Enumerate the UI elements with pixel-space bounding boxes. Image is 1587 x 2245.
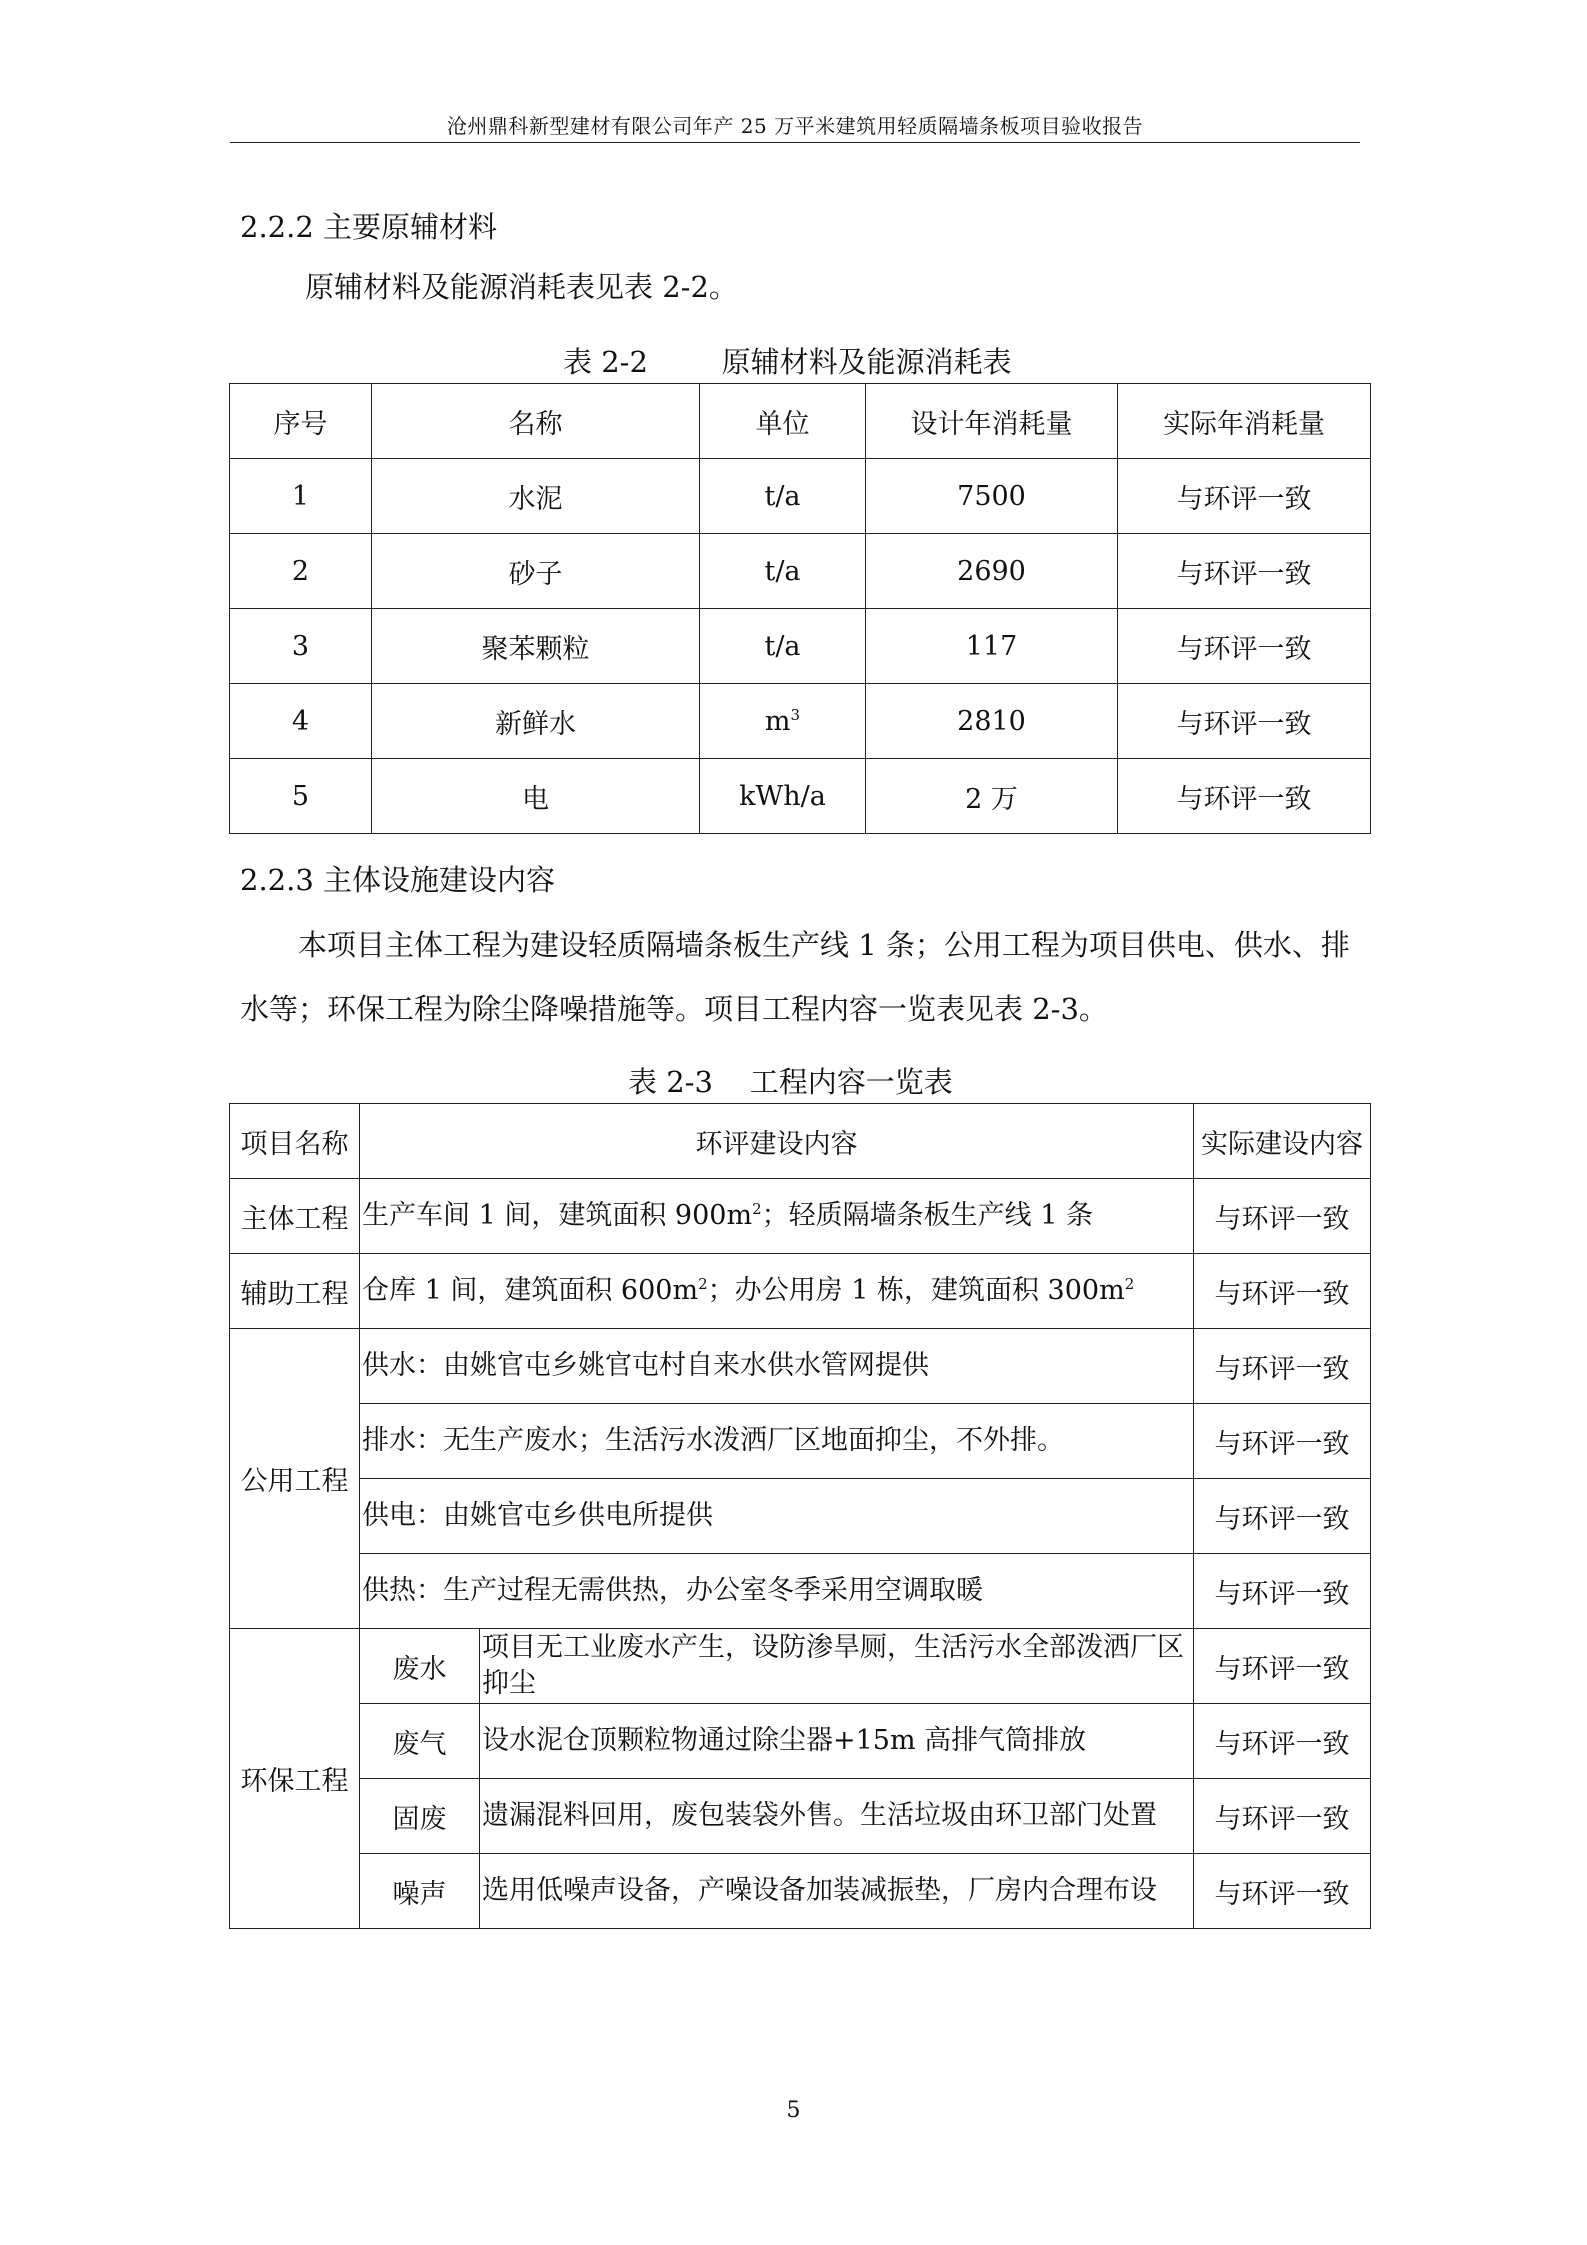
page-number: 5 [786,2098,801,2123]
table-row [230,1554,1371,1629]
column-header: 设计年消耗量 [866,384,1118,459]
actual-cell: 与环评一致 [1194,1854,1371,1929]
table-cell: 与环评一致 [1118,609,1371,684]
table-cell: 117 [866,609,1118,684]
table-cell-unit [700,684,866,759]
running-header: 沧州鼎科新型建材有限公司年产 25 万平米建筑用轻质隔墙条板项目验收报告 [446,114,1144,138]
actual-cell: 与环评一致 [1194,1704,1371,1779]
table-cell: kWh/a [700,759,866,834]
subcategory-cell: 固废 [360,1779,480,1854]
table-cell: 与环评一致 [1118,759,1371,834]
table-cell: 与环评一致 [1118,534,1371,609]
unit-text: m [764,705,791,737]
table-row [230,1704,1371,1779]
category-cell: 环保工程 [230,1629,360,1929]
content-cell: 供水：由姚官屯乡姚官屯村自来水供水管网提供 [360,1329,1194,1404]
column-header: 实际年消耗量 [1118,384,1371,459]
table-cell: 2 万 [866,759,1118,834]
table-cell: t/a [700,534,866,609]
table-cell: 3 [230,609,372,684]
section-heading-2-2-2: 2.2.2 主要原辅材料 [240,210,498,244]
materials-energy-table [229,383,1371,834]
actual-cell: 与环评一致 [1194,1629,1371,1704]
table-cell: 水泥 [372,459,700,534]
column-header: 序号 [230,384,372,459]
subcategory-cell: 噪声 [360,1854,480,1929]
table-row [230,534,1371,609]
table-row [230,1329,1371,1404]
category-cell: 公用工程 [230,1329,360,1629]
content-text: ；轻质隔墙条板生产线 1 条 [761,1200,1093,1231]
table-row [230,684,1371,759]
section-heading-2-2-3: 2.2.3 主体设施建设内容 [240,863,556,897]
content-cell: 设水泥仓顶颗粒物通过除尘器+15m 高排气筒排放 [480,1704,1194,1779]
table-cell: 7500 [866,459,1118,534]
table-cell: 2690 [866,534,1118,609]
content-cell: 供电：由姚官屯乡供电所提供 [360,1479,1194,1554]
content-cell: 选用低噪声设备，产噪设备加装减振垫，厂房内合理布设 [480,1854,1194,1929]
table-row [230,1179,1371,1254]
content-text: 仓库 1 间，建筑面积 600m [362,1275,699,1306]
table-cell: 电 [372,759,700,834]
column-header: 项目名称 [230,1104,360,1179]
content-cell: 供热：生产过程无需供热，办公室冬季采用空调取暖 [360,1554,1194,1629]
content-cell: 排水：无生产废水；生活污水泼洒厂区地面抑尘，不外排。 [360,1404,1194,1479]
table-row [230,1854,1371,1929]
category-cell: 辅助工程 [230,1254,360,1329]
table-row [230,1404,1371,1479]
table-2-3-caption: 表 2-3 工程内容一览表 [628,1065,953,1099]
column-header: 环评建设内容 [360,1104,1194,1179]
area-superscript: 2 [752,1200,762,1218]
table-cell: 与环评一致 [1118,684,1371,759]
header-rule [230,142,1360,143]
actual-cell: 与环评一致 [1194,1179,1371,1254]
actual-cell: 与环评一致 [1194,1254,1371,1329]
content-cell [360,1179,1194,1254]
table-cell: 5 [230,759,372,834]
section-intro-text: 原辅材料及能源消耗表见表 2-2。 [305,270,738,304]
table-header-row [230,384,1371,459]
subcategory-cell: 废气 [360,1704,480,1779]
actual-cell: 与环评一致 [1194,1329,1371,1404]
content-cell: 项目无工业废水产生，设防渗旱厕，生活污水全部泼洒厂区抑尘 [480,1629,1194,1704]
table-row [230,1779,1371,1854]
table-row [230,759,1371,834]
table-row [230,459,1371,534]
table-header-row [230,1104,1371,1179]
column-header: 单位 [700,384,866,459]
content-text: ；办公用房 1 栋，建筑面积 300m [707,1275,1125,1306]
section-paragraph: 本项目主体工程为建设轻质隔墙条板生产线 1 条；公用工程为项目供电、供水、排水等；环保工程为除尘降噪措施等。项目工程内容一览表见表 2-3。 [240,928,1350,1026]
table-2-2-caption: 表 2-2 原辅材料及能源消耗表 [563,345,1012,379]
actual-cell: 与环评一致 [1194,1404,1371,1479]
content-cell [360,1254,1194,1329]
actual-cell: 与环评一致 [1194,1554,1371,1629]
column-header: 名称 [372,384,700,459]
table-cell: 2 [230,534,372,609]
table-cell: 与环评一致 [1118,459,1371,534]
category-cell: 主体工程 [230,1179,360,1254]
area-superscript: 2 [698,1275,708,1293]
table-row [230,1479,1371,1554]
table-row [230,1254,1371,1329]
area-superscript: 2 [1124,1275,1135,1293]
table-row [230,1629,1371,1704]
actual-cell: 与环评一致 [1194,1479,1371,1554]
table-cell: t/a [700,459,866,534]
table-cell: t/a [700,609,866,684]
actual-cell: 与环评一致 [1194,1779,1371,1854]
subcategory-cell: 废水 [360,1629,480,1704]
table-cell: 4 [230,684,372,759]
table-cell: 聚苯颗粒 [372,609,700,684]
table-cell: 砂子 [372,534,700,609]
project-content-table [229,1103,1371,1929]
table-cell: 1 [230,459,372,534]
unit-superscript: 3 [790,705,801,724]
table-row [230,609,1371,684]
table-cell: 2810 [866,684,1118,759]
table-cell: 新鲜水 [372,684,700,759]
column-header: 实际建设内容 [1194,1104,1371,1179]
content-cell: 遗漏混料回用，废包装袋外售。生活垃圾由环卫部门处置 [480,1779,1194,1854]
content-text: 生产车间 1 间，建筑面积 900m [362,1200,753,1231]
